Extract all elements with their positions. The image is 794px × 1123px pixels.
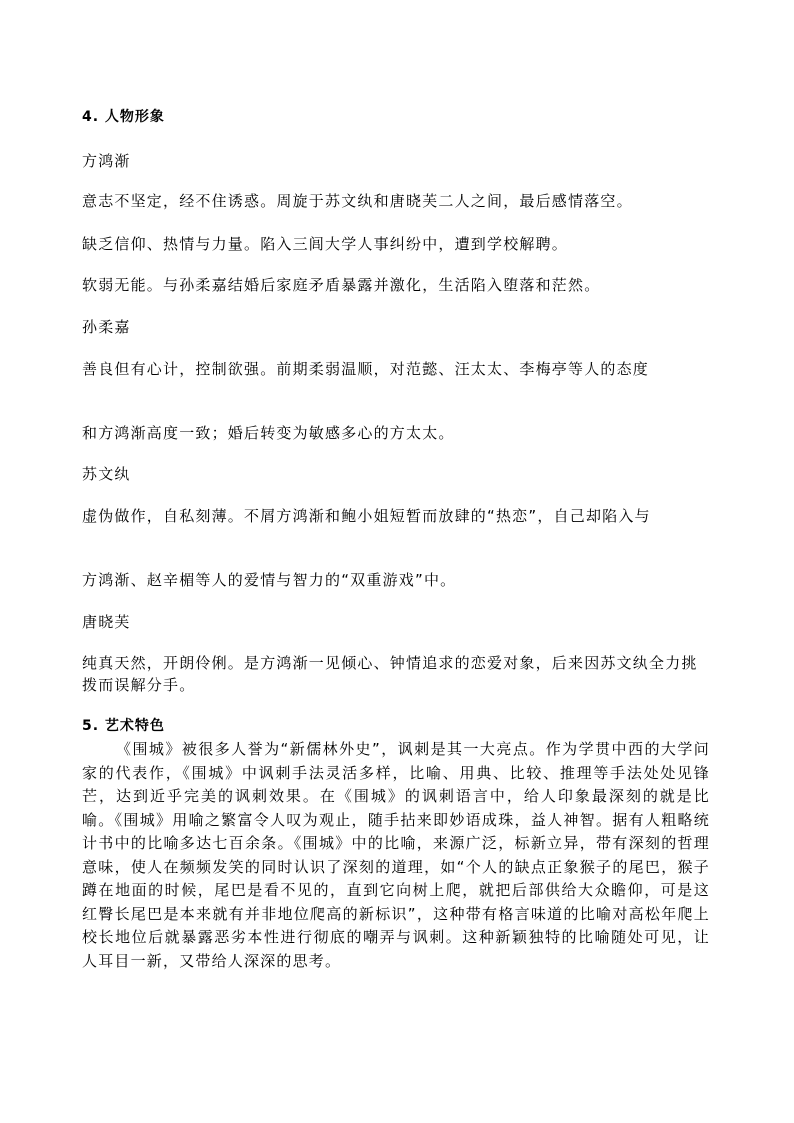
character-line: 善良但有心计，控制欲强。前期柔弱温顺，对范懿、汪太太、李梅亭等人的态度 <box>82 360 650 378</box>
section-4-heading: 4. 人物形象 <box>82 109 165 125</box>
character-name-tang-xiaofu: 唐晓芙 <box>82 613 131 631</box>
character-line: 纯真天然，开朗伶俐。是方鸿渐一见倾心、钟情追求的恋爱对象，后来因苏文纨全力挑拨而误解分手。 <box>82 654 698 694</box>
character-name-sun-roujia: 孙柔嘉 <box>82 318 131 336</box>
character-line: 意志不坚定，经不住诱惑。周旋于苏文纨和唐晓芙二人之间，最后感情落空。 <box>82 192 633 210</box>
character-line: 软弱无能。与孙柔嘉结婚后家庭矛盾暴露并激化，生活陷入堕落和茫然。 <box>82 276 601 294</box>
character-line: 虚伪做作，自私刻薄。不屑方鸿渐和鲍小姐短暂而放肆的“热恋”，自己却陷入与 <box>82 507 651 525</box>
character-line: 和方鸿渐高度一致；婚后转变为敏感多心的方太太。 <box>82 424 455 442</box>
art-features-paragraph: 《围城》被很多人誉为“新儒林外史”，讽刺是其一大亮点。作为学贯中西的大学问家的代表作，《围城》中讽刺手法灵活多样，比喻、用典、比较、推理等手法处处见锋芒，达到近乎完美的讽刺效果。在《围城》的讽刺语言中，给人印象最深刻的就是比喻。《围城》用喻之繁富令人叹为观止，随手拈来即妙语成珠，益人神智。据有人粗略统计书中的比喻多达七百余条。《围城》中的比喻，来源广泛，标新立异，带有深刻的哲理意味，使人在频频发笑的同时认识了深刻的道理，如“个人的缺点正象猴子的尾巴，猴子蹲在地面的时候，尾巴是看不见的，直到它向树上爬，就把后部供给大众瞻仰，可是这红臀长尾巴是本来就有并非地位爬高的新标识”，这种带有格言味道的比喻对高松年爬上校长地位后就暴露恶劣本性进行彻底的嘲弄与讽刺。这种新颖独特的比喻随处可见，让人耳目一新，又带给人深深的思考。 <box>82 740 710 970</box>
character-line: 方鸿渐、赵辛楣等人的爱情与智力的“双重游戏”中。 <box>82 571 457 589</box>
character-name-fang-hongjian: 方鸿渐 <box>82 152 131 170</box>
section-5-heading: 5. 艺术特色 <box>82 718 165 734</box>
character-line: 缺乏信仰、热情与力量。陷入三闾大学人事纠纷中，遭到学校解聘。 <box>82 235 569 253</box>
character-name-su-wenwan: 苏文纨 <box>82 465 131 483</box>
